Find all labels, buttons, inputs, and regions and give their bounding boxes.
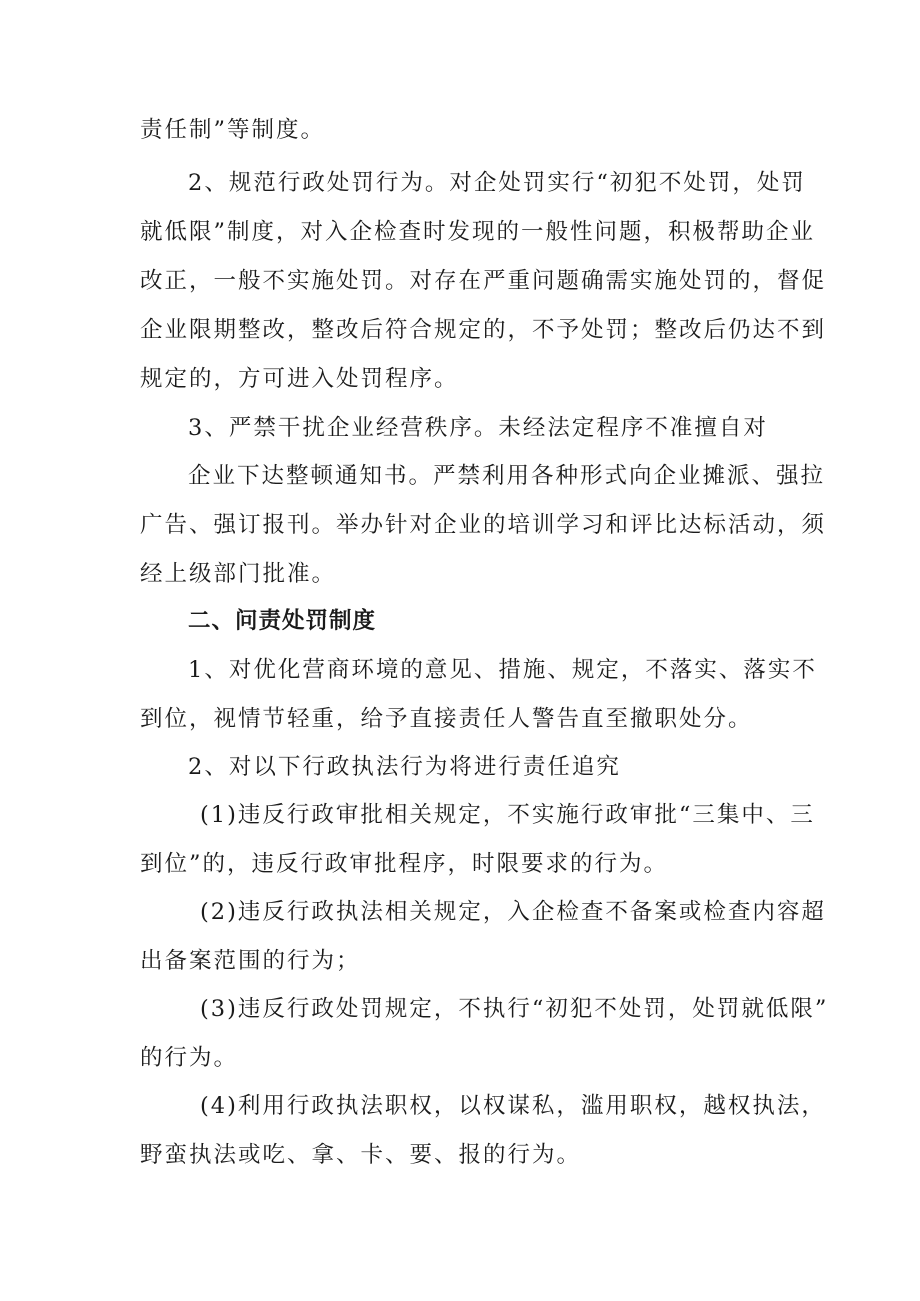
text-line: 改正，一般不实施处罚。对存在严重问题确需实施处罚的，督促 — [140, 268, 827, 294]
text-line: 2、规范行政处罚行为。对企处罚实行“初犯不处罚，处罚 — [188, 170, 806, 196]
text-line: 3、严禁干扰企业经营秩序。未经法定程序不准擅自对 — [188, 415, 768, 441]
section-heading: 二、问责处罚制度 — [188, 608, 377, 634]
text-line: 2、对以下行政执法行为将进行责任追究 — [188, 754, 621, 780]
text-line: (4)利用行政执法职权，以权谋私，滥用职权，越权执法， — [200, 1093, 826, 1119]
text-line: 企业下达整顿通知书。严禁利用各种形式向企业摊派、强拉 — [188, 463, 826, 489]
text-line: 企业限期整改，整改后符合规定的，不予处罚；整改后仍达不到 — [140, 317, 827, 343]
text-line: 就低限”制度，对入企检查时发现的一般性问题，积极帮助企业 — [140, 219, 816, 245]
text-line: (1)违反行政审批相关规定，不实施行政审批“三集中、三 — [200, 802, 815, 828]
text-line: 规定的，方可进入处罚程序。 — [140, 366, 459, 392]
text-line: 的行为。 — [140, 1045, 239, 1071]
text-line: 野蛮执法或吃、拿、卡、要、报的行为。 — [140, 1142, 582, 1168]
text-line: (2)违反行政执法相关规定，入企检查不备案或检查内容超 — [200, 899, 826, 925]
text-line: 经上级部门批准。 — [140, 561, 337, 587]
text-line: (3)违反行政处罚规定，不执行“初犯不处罚，处罚就低限” — [200, 996, 829, 1022]
text-line: 出备案范围的行为； — [140, 948, 361, 974]
text-line: 到位，视情节轻重，给予直接责任人警告直至撤职处分。 — [140, 706, 753, 732]
text-line: 责任制”等制度。 — [140, 117, 326, 143]
text-line: 广告、强订报刊。举办针对企业的培训学习和评比达标活动，须 — [140, 512, 827, 538]
text-line: 到位”的，违反行政审批程序，时限要求的行为。 — [140, 851, 669, 877]
text-line: 1、对优化营商环境的意见、措施、规定，不落实、落实不 — [188, 657, 817, 683]
